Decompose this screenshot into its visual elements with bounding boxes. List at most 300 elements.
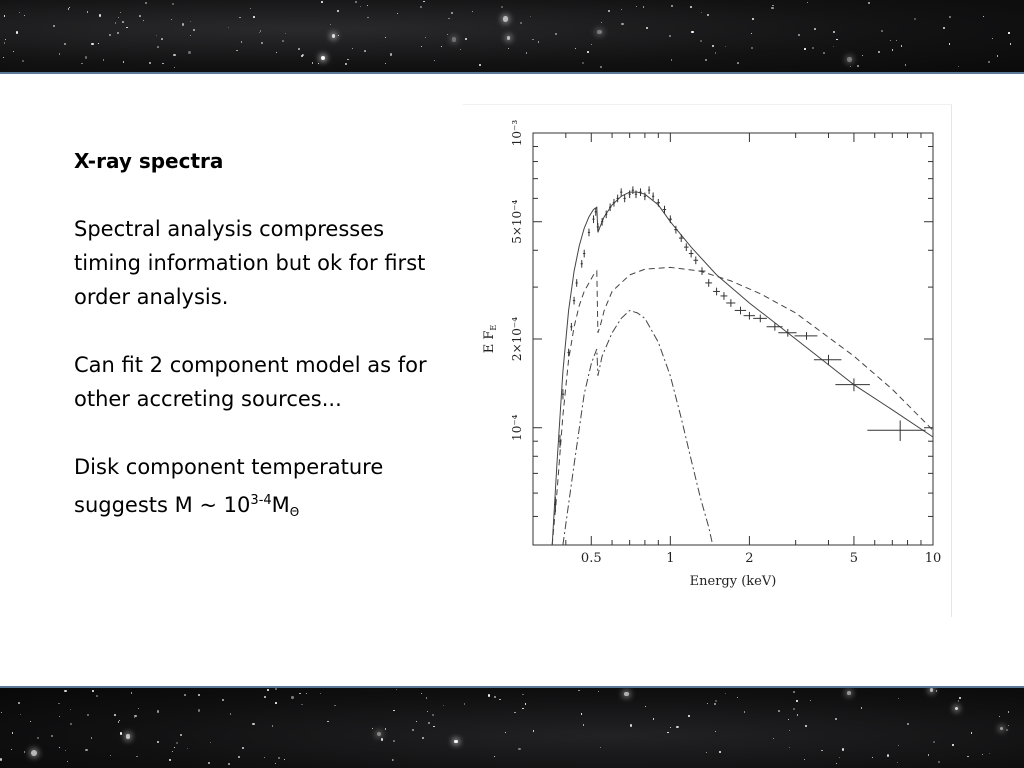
star	[881, 30, 883, 32]
star	[16, 31, 18, 33]
star	[190, 21, 191, 22]
star	[278, 757, 280, 759]
star	[228, 27, 229, 28]
star	[87, 714, 89, 716]
star	[555, 33, 557, 35]
star	[67, 761, 68, 762]
star	[597, 30, 601, 34]
star	[878, 51, 880, 53]
star	[393, 740, 395, 742]
data-point	[657, 199, 660, 207]
x-tick-label: 5	[849, 551, 859, 566]
star	[284, 759, 285, 760]
star	[1008, 32, 1009, 33]
star	[360, 6, 361, 7]
star	[171, 19, 172, 20]
star	[285, 33, 286, 34]
star	[646, 27, 648, 29]
star	[421, 46, 422, 47]
star	[110, 755, 111, 756]
star	[892, 49, 893, 50]
star	[230, 713, 231, 714]
star	[582, 62, 584, 64]
star	[905, 64, 907, 66]
paragraph-two-component: Can fit 2 component model as for other accreting sources...	[74, 353, 427, 411]
star	[180, 734, 182, 736]
star	[601, 22, 602, 23]
star	[190, 35, 191, 36]
star	[5, 39, 6, 40]
star	[530, 16, 531, 17]
star	[58, 703, 59, 704]
star	[914, 18, 916, 20]
star	[887, 755, 889, 757]
data-point	[767, 323, 783, 331]
star	[705, 59, 707, 61]
mass-symbol: M	[271, 493, 290, 517]
star	[260, 30, 262, 32]
star	[4, 15, 6, 17]
star	[31, 750, 37, 756]
star	[98, 43, 99, 44]
star	[334, 705, 335, 706]
star	[157, 710, 159, 712]
star	[933, 741, 935, 743]
star	[898, 745, 899, 746]
star	[145, 2, 147, 4]
y-axis-label-main: E F	[482, 330, 497, 354]
data-point	[795, 332, 818, 340]
star	[85, 56, 87, 58]
star	[807, 2, 808, 3]
star	[267, 689, 268, 690]
data-point	[570, 323, 572, 331]
star	[643, 6, 644, 7]
data-point	[635, 190, 637, 198]
star	[275, 702, 277, 704]
star	[149, 62, 151, 64]
star	[737, 697, 738, 698]
y-tick-label: 5×10⁻⁴	[510, 199, 524, 244]
star	[751, 47, 753, 49]
star	[338, 35, 339, 36]
star	[30, 721, 31, 722]
y-axis-label	[482, 325, 498, 354]
star	[118, 17, 120, 19]
star	[857, 65, 859, 67]
star	[896, 40, 897, 41]
star	[771, 7, 773, 9]
star	[423, 1, 425, 3]
star	[501, 6, 503, 8]
x-tick-label: 0.5	[580, 551, 602, 566]
star	[13, 51, 14, 52]
star	[448, 18, 450, 20]
star	[821, 750, 822, 751]
star	[306, 693, 307, 694]
star	[452, 37, 456, 41]
star	[810, 700, 811, 701]
star	[778, 710, 780, 712]
starfield-banner-top	[0, 0, 1024, 72]
star	[161, 38, 163, 40]
star	[907, 723, 909, 725]
star	[22, 60, 24, 62]
star	[525, 703, 527, 705]
solar-subscript: Θ	[289, 505, 300, 519]
star	[377, 732, 381, 736]
data-point	[753, 315, 767, 323]
star	[669, 35, 671, 37]
data-point	[573, 297, 575, 305]
star	[320, 693, 321, 694]
star	[862, 55, 863, 56]
star	[173, 54, 175, 56]
star	[347, 59, 349, 61]
star	[120, 12, 121, 13]
star	[814, 28, 816, 30]
star	[70, 709, 72, 711]
star	[434, 60, 435, 61]
star	[861, 707, 863, 709]
star	[321, 56, 325, 60]
star	[700, 40, 702, 42]
star	[396, 689, 397, 690]
data-point	[632, 186, 634, 194]
star	[385, 728, 386, 729]
star	[162, 63, 163, 64]
star	[426, 697, 427, 698]
slide-panel	[0, 72, 1024, 688]
star	[250, 8, 251, 9]
star	[992, 38, 993, 39]
star	[11, 749, 12, 750]
star	[707, 703, 708, 704]
data-point	[588, 229, 590, 237]
star	[667, 732, 669, 734]
star	[355, 1, 357, 3]
star	[345, 63, 347, 65]
star	[114, 714, 116, 716]
star	[259, 32, 260, 33]
star	[301, 55, 303, 57]
star	[772, 5, 774, 7]
star	[943, 27, 945, 29]
star	[0, 758, 2, 760]
star	[587, 51, 589, 53]
star	[1000, 727, 1003, 730]
data-point	[693, 256, 698, 264]
star	[352, 48, 353, 49]
star	[447, 34, 448, 35]
star	[533, 730, 534, 731]
chart-svg	[463, 105, 951, 617]
star	[139, 15, 141, 17]
star	[65, 750, 66, 751]
star	[465, 38, 467, 40]
star	[676, 726, 678, 728]
star	[427, 711, 428, 712]
star	[971, 732, 972, 733]
star	[299, 693, 301, 695]
star	[330, 24, 331, 25]
star	[291, 696, 293, 698]
star	[737, 62, 739, 64]
star	[12, 732, 13, 733]
star	[464, 703, 465, 704]
star	[958, 66, 959, 67]
star	[420, 6, 422, 8]
disk-text: Disk component temperature suggests M ~ 10	[74, 455, 384, 517]
star	[494, 696, 496, 698]
star	[87, 11, 89, 13]
star	[514, 712, 516, 714]
x-axis-label: Energy (keV)	[689, 574, 777, 589]
star	[522, 708, 523, 709]
star	[236, 50, 237, 51]
star	[134, 717, 136, 719]
star	[952, 744, 954, 746]
star	[959, 697, 961, 699]
star	[1008, 725, 1009, 726]
star	[578, 690, 580, 692]
star	[988, 61, 990, 63]
star	[393, 710, 394, 711]
star	[64, 43, 66, 45]
data-point	[689, 250, 694, 258]
data-point	[699, 267, 706, 275]
star	[773, 738, 775, 740]
star	[122, 21, 124, 23]
data-point	[735, 307, 746, 315]
star	[4, 42, 6, 44]
y-tick-label: 10⁻³	[510, 119, 524, 147]
star	[714, 703, 716, 705]
star	[157, 46, 159, 48]
star	[174, 747, 175, 748]
y-tick-label: 10⁻⁴	[510, 414, 524, 441]
data-point	[835, 378, 869, 391]
star	[99, 14, 101, 16]
star	[653, 718, 654, 719]
star	[397, 13, 398, 14]
star	[890, 40, 892, 42]
y-tick-label: 2×10⁻⁴	[510, 316, 524, 362]
data-point	[592, 215, 594, 223]
star	[187, 748, 188, 749]
star	[136, 756, 138, 758]
star	[115, 22, 116, 23]
star	[3, 57, 4, 58]
star	[188, 51, 190, 53]
star	[847, 691, 851, 695]
star	[184, 694, 186, 696]
star	[989, 753, 990, 754]
star	[532, 39, 533, 40]
star	[630, 724, 632, 726]
star	[91, 737, 93, 739]
star	[282, 40, 284, 42]
star	[103, 59, 104, 60]
star	[118, 721, 120, 723]
star	[172, 751, 173, 752]
star	[96, 695, 98, 697]
data-point	[624, 195, 626, 203]
star	[443, 705, 444, 706]
data-point	[867, 420, 925, 441]
data-point	[679, 234, 684, 242]
star	[691, 31, 693, 33]
star	[712, 45, 714, 47]
star	[367, 5, 368, 6]
slide-text	[74, 144, 444, 563]
star	[143, 20, 144, 21]
star	[522, 694, 524, 696]
star	[432, 714, 434, 716]
star	[835, 718, 837, 720]
star	[422, 737, 424, 739]
starfield-banner-bottom	[0, 688, 1024, 768]
star	[441, 46, 442, 47]
star	[53, 25, 55, 27]
star	[51, 735, 53, 737]
star	[598, 691, 600, 693]
star	[138, 708, 140, 710]
star	[91, 43, 93, 45]
data-points	[554, 186, 925, 512]
star	[390, 53, 392, 55]
star	[174, 67, 175, 68]
star	[804, 48, 805, 49]
model-curve-dash-dot	[563, 310, 713, 545]
xray-spectrum-chart	[463, 104, 952, 617]
star	[872, 757, 873, 758]
star	[412, 729, 414, 731]
star	[982, 754, 983, 755]
star	[715, 731, 716, 732]
star	[690, 6, 692, 8]
star	[81, 63, 82, 64]
star	[70, 723, 72, 725]
star	[239, 17, 241, 19]
star	[898, 698, 899, 699]
star	[428, 722, 430, 724]
star	[833, 31, 834, 32]
star	[1010, 43, 1012, 45]
star	[1006, 729, 1008, 731]
star	[688, 715, 690, 717]
star	[850, 66, 851, 67]
star	[503, 16, 508, 21]
star	[936, 690, 938, 692]
chart-axes	[510, 120, 941, 566]
star	[68, 8, 70, 10]
star	[645, 706, 646, 707]
star	[793, 708, 795, 710]
model-curves	[552, 192, 933, 545]
x-tick-label: 10	[924, 551, 942, 566]
star	[20, 714, 21, 715]
star	[600, 747, 602, 749]
star	[117, 32, 119, 34]
star	[385, 37, 387, 39]
star	[701, 12, 702, 13]
star	[499, 699, 500, 700]
star	[198, 694, 200, 696]
star	[59, 53, 60, 54]
data-point	[778, 329, 796, 337]
star	[59, 747, 60, 748]
star	[744, 711, 746, 713]
star	[193, 29, 195, 31]
star	[789, 747, 790, 748]
star	[264, 757, 265, 758]
star	[241, 41, 243, 43]
star	[126, 27, 128, 29]
data-point	[616, 195, 618, 203]
star	[797, 714, 799, 716]
star	[752, 18, 754, 20]
star	[804, 759, 805, 760]
star	[172, 3, 174, 5]
star	[670, 727, 671, 728]
star	[182, 23, 184, 25]
paragraph-disk-temperature	[74, 450, 444, 529]
star	[839, 757, 841, 759]
star	[847, 57, 852, 62]
star	[836, 763, 837, 764]
star	[253, 16, 255, 18]
star	[24, 15, 25, 16]
star	[897, 762, 898, 763]
star	[796, 700, 797, 701]
star	[385, 63, 386, 64]
star	[719, 751, 721, 753]
data-point	[713, 288, 720, 296]
star	[715, 700, 717, 702]
star	[472, 11, 473, 12]
star	[823, 52, 825, 54]
star	[228, 763, 230, 765]
star	[868, 2, 870, 4]
star	[505, 732, 506, 733]
plot-frame	[533, 133, 933, 545]
star	[725, 693, 726, 694]
slide-heading: X-ray spectra	[74, 149, 224, 173]
star	[169, 759, 171, 761]
star	[416, 721, 417, 722]
star	[997, 55, 998, 56]
data-point	[648, 186, 650, 194]
star	[64, 690, 66, 692]
star	[671, 59, 672, 60]
star	[367, 17, 368, 18]
star	[421, 693, 422, 694]
data-point	[576, 279, 578, 287]
star	[301, 704, 302, 705]
star	[715, 52, 716, 53]
data-point	[652, 192, 654, 200]
data-point	[669, 215, 672, 223]
star	[222, 699, 224, 701]
star	[494, 756, 495, 757]
star	[789, 730, 790, 731]
star	[901, 45, 902, 46]
star	[621, 23, 623, 25]
star	[479, 64, 480, 65]
data-point	[613, 199, 615, 207]
star	[372, 728, 373, 729]
